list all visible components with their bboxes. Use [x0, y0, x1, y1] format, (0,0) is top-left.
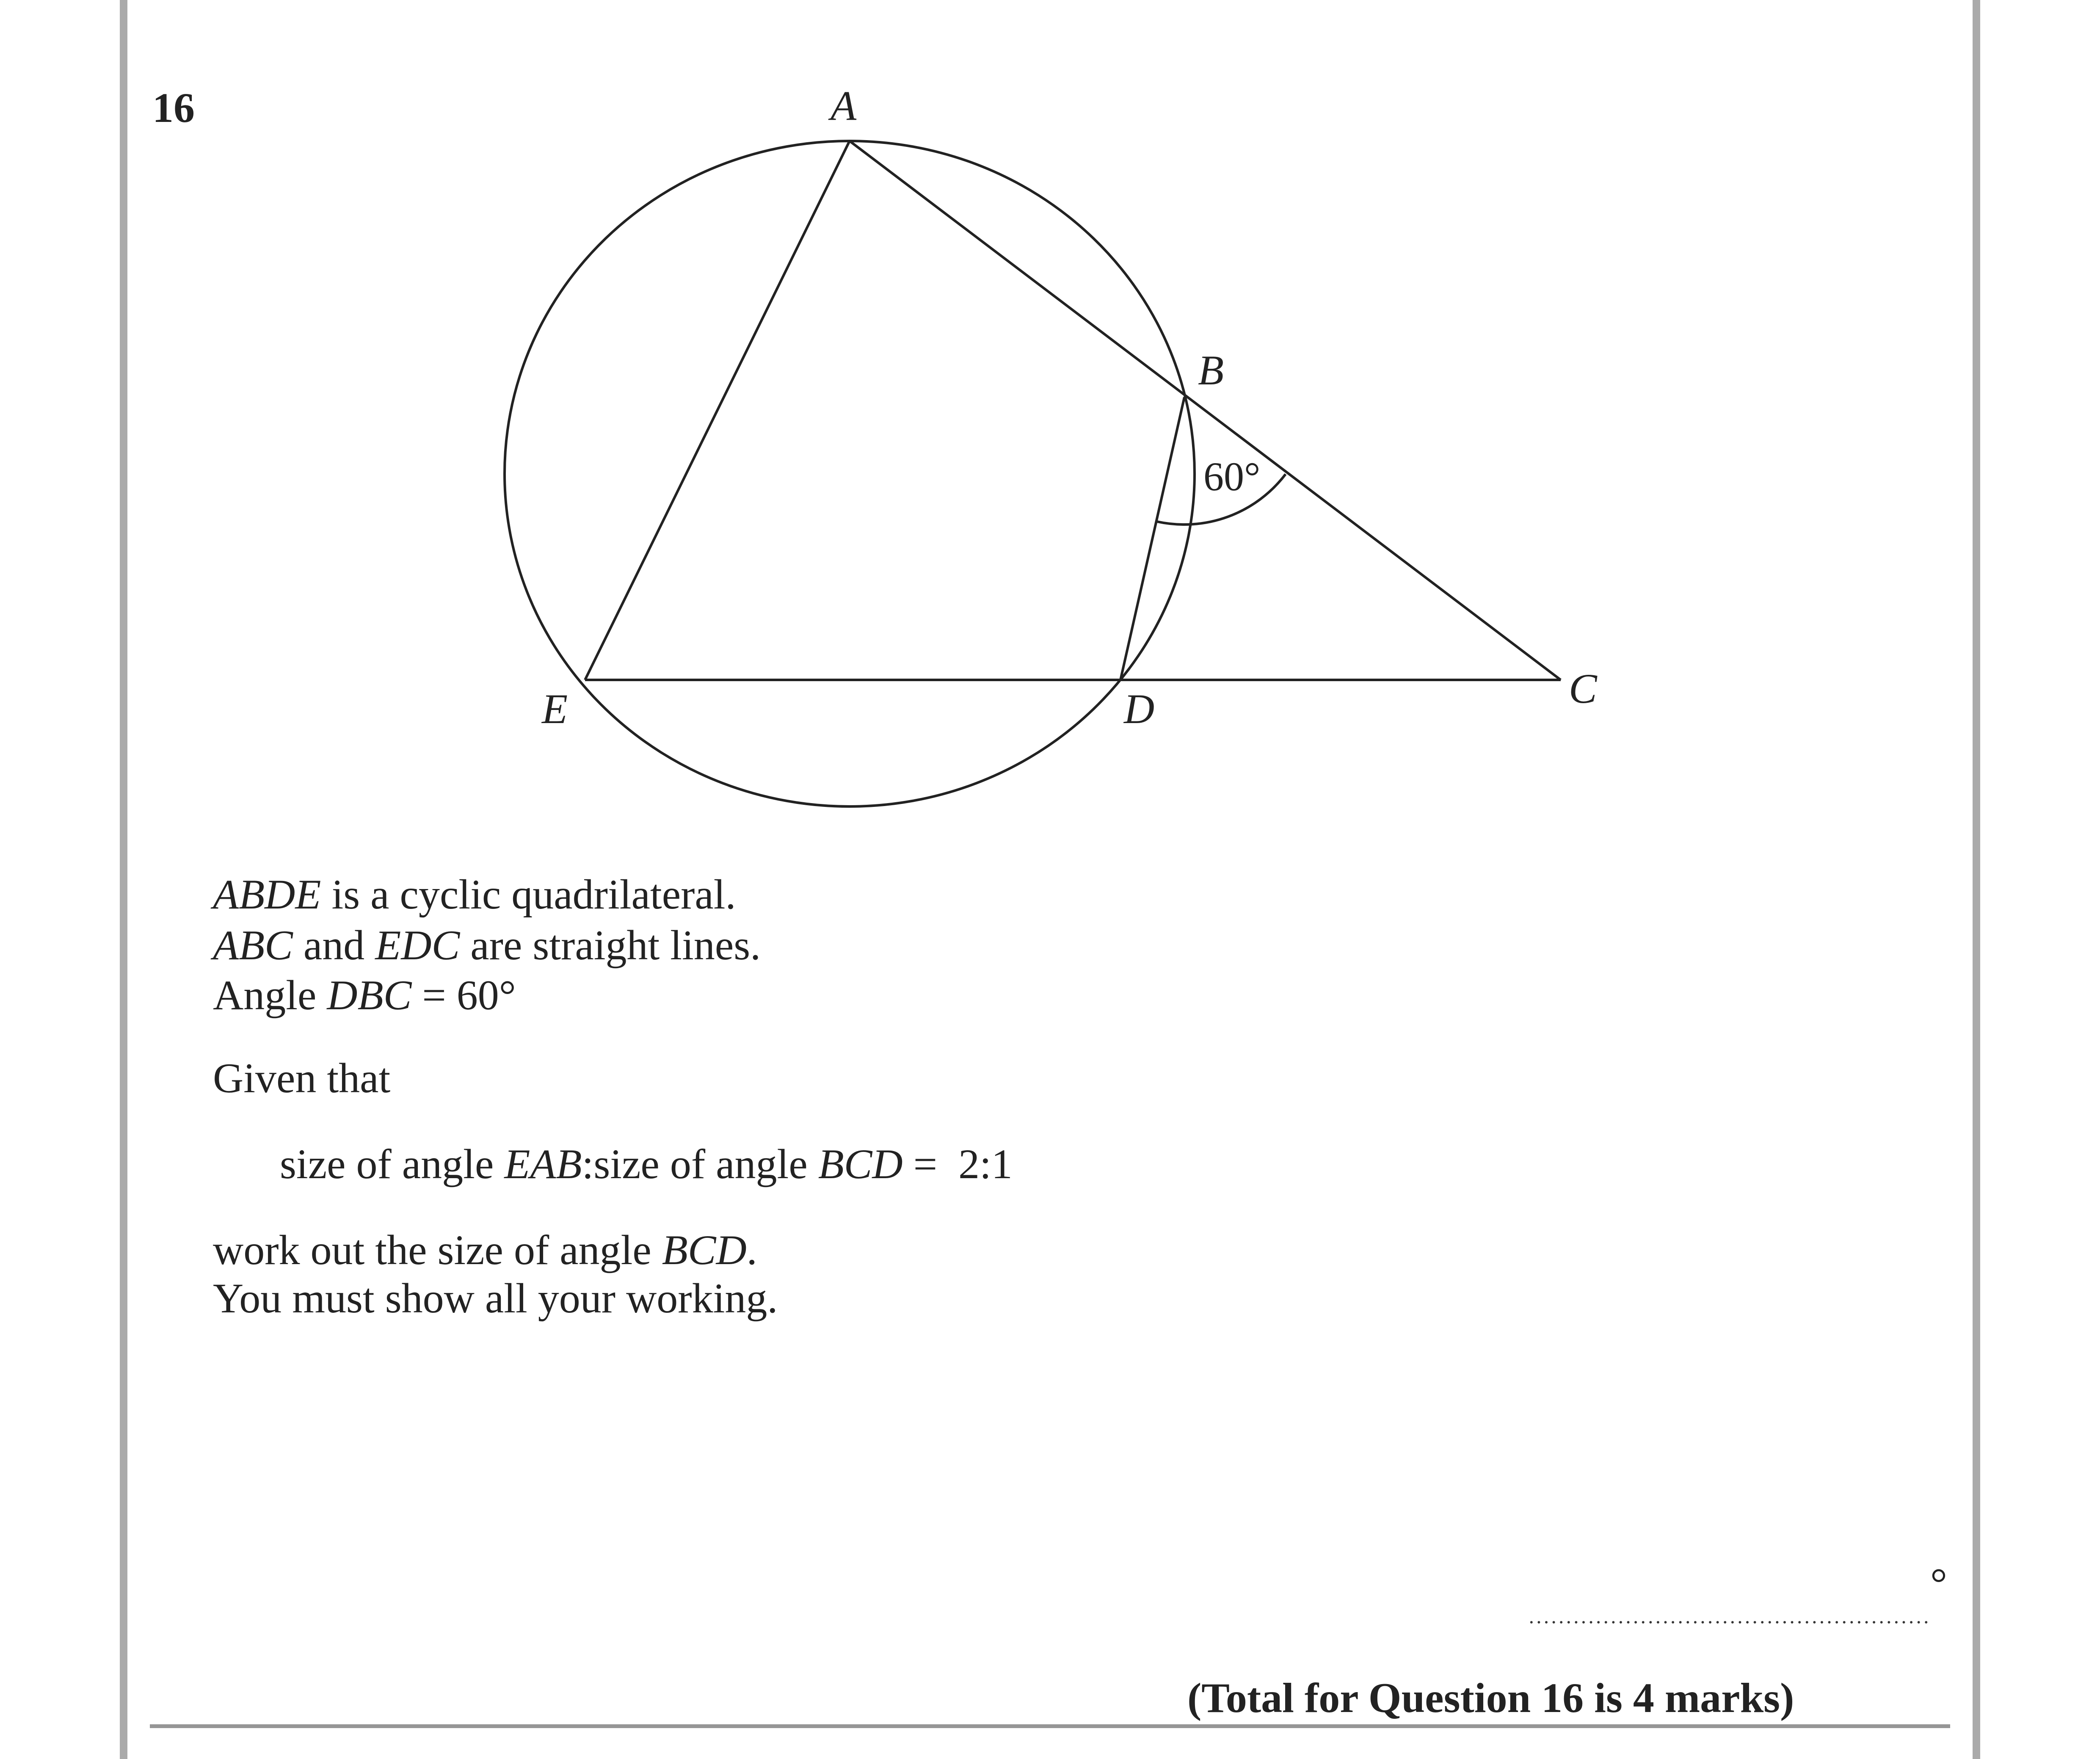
- line-abc: [850, 141, 1561, 680]
- total-marks: (Total for Question 16 is 4 marks): [1187, 1674, 1794, 1721]
- statement-ratio: size of angle EAB:size of angle BCD = 2:1: [280, 1140, 1013, 1187]
- statement-angle-dbc: Angle DBC = 60°: [213, 972, 516, 1019]
- label-point-a: A: [831, 82, 857, 129]
- statement-instruction: You must show all your working.: [213, 1275, 778, 1322]
- label-point-e: E: [542, 685, 568, 732]
- label-point-b: B: [1198, 347, 1224, 394]
- label-point-c: C: [1569, 665, 1597, 712]
- statement-cyclic-quadrilateral: ABDE is a cyclic quadrilateral.: [213, 871, 736, 918]
- circle: [505, 141, 1195, 806]
- answer-dotted-line[interactable]: [1528, 1621, 1930, 1624]
- statement-straight-lines: ABC and EDC are straight lines.: [213, 922, 761, 969]
- angle-label-dbc: 60°: [1203, 454, 1261, 499]
- statement-task: work out the size of angle BCD.: [213, 1226, 757, 1273]
- answer-degree-unit: °: [1930, 1560, 1947, 1607]
- label-point-d: D: [1124, 685, 1155, 732]
- question-number: 16: [152, 84, 195, 131]
- quad-name: ABDE: [213, 871, 321, 918]
- question-bottom-rule: [150, 1724, 1950, 1728]
- statement-given-that: Given that: [213, 1055, 391, 1102]
- segment-bd: [1120, 397, 1184, 680]
